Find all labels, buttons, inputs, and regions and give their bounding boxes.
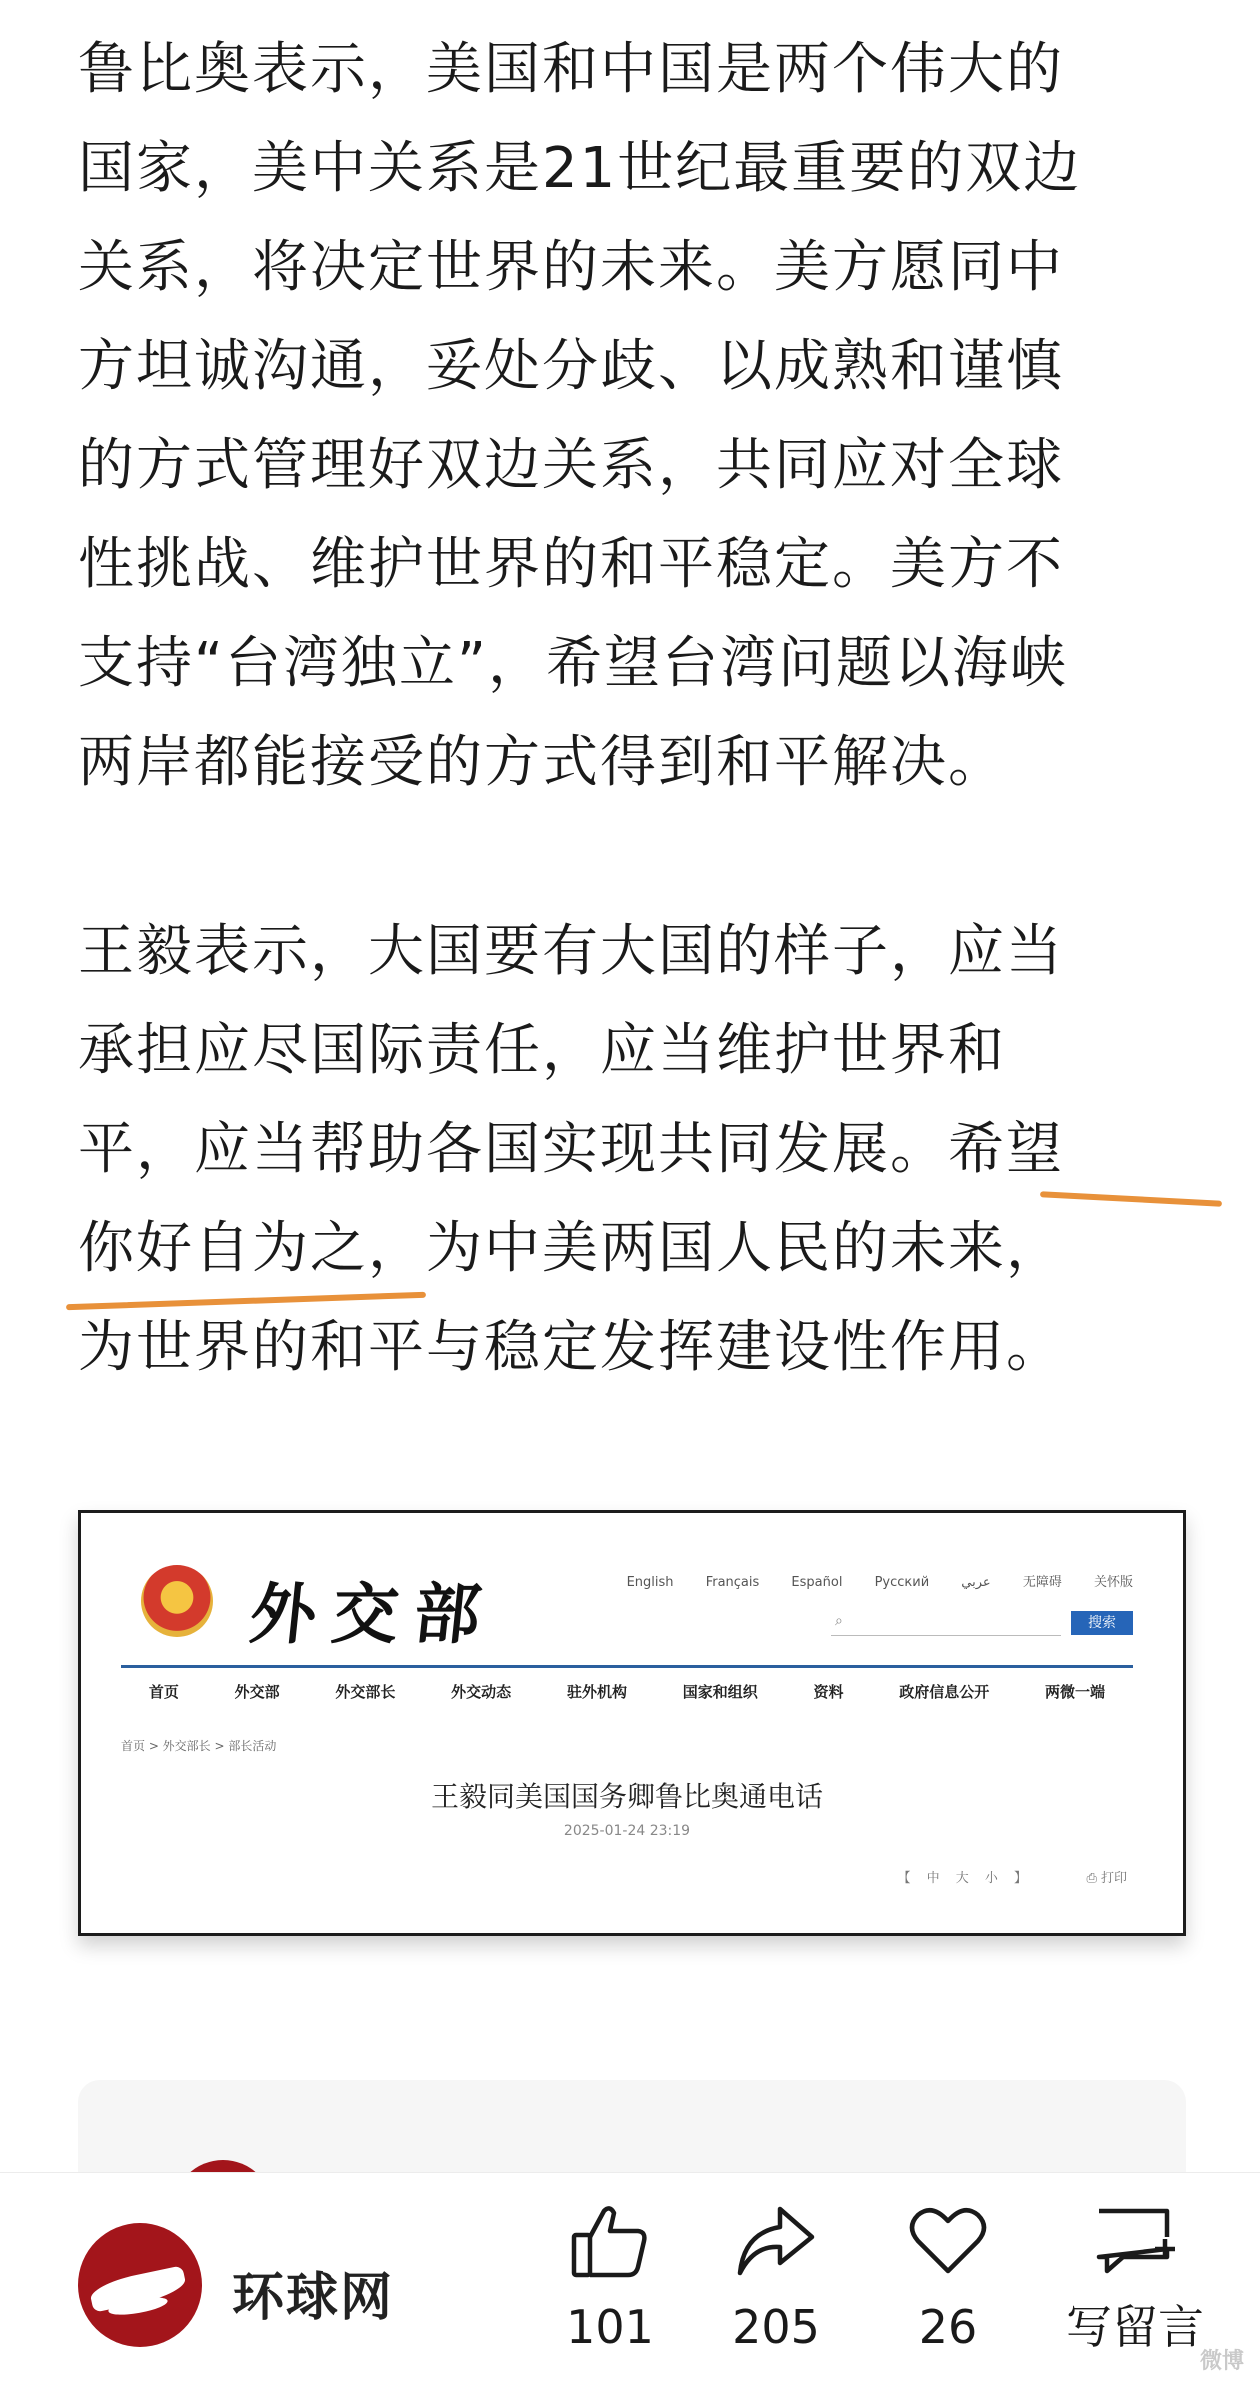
nav-divider — [121, 1665, 1133, 1668]
share-count: 205 — [732, 2300, 820, 2354]
text-line: 王毅表示，大国要有大国的样子，应当 — [78, 919, 1064, 984]
menu-item: 首页 — [148, 1683, 179, 1701]
text-line: 为世界的和平与稳定发挥建设性作用。 — [78, 1315, 1064, 1380]
site-logo: 外交部 — [246, 1575, 501, 1653]
text-line: 鲁比奥表示，美国和中国是两个伟大的 — [78, 37, 1064, 102]
embedded-screenshot[interactable] — [78, 1510, 1186, 1936]
print-link — [1086, 1867, 1127, 1886]
article-date: 2025-01-24 23:19 — [563, 1823, 691, 1839]
favorite-count: 26 — [918, 2300, 978, 2354]
breadcrumb: 首页 > 外交部长 > 部长活动 — [121, 1739, 277, 1753]
menu-item: 外交部长 — [335, 1683, 396, 1701]
like-button[interactable] — [540, 2203, 680, 2355]
text-line: 支持“台湾独立”，希望台湾问题以海峡 — [78, 631, 1069, 696]
heart-icon — [908, 2203, 988, 2279]
text-line: 关系，将决定世界的未来。美方愿同中 — [78, 235, 1064, 300]
menu-item: 外交动态 — [451, 1683, 512, 1701]
print-label: 打印 — [1100, 1871, 1127, 1886]
text-line: 两岸都能接受的方式得到和平解决。 — [78, 730, 1006, 795]
comment-button[interactable] — [1050, 2203, 1220, 2355]
search-field — [831, 1611, 1061, 1636]
watermark: 微博 — [1199, 2349, 1244, 2374]
site-menu — [121, 1681, 1133, 1703]
comment-label: 写留言 — [1066, 2300, 1204, 2354]
text-line: 平，应当帮助各国实现共同发展。希望 — [78, 1117, 1064, 1182]
text-line: 的方式管理好双边关系，共同应对全球 — [78, 433, 1064, 498]
share-arrow-icon — [736, 2203, 816, 2279]
national-emblem-icon — [141, 1565, 213, 1637]
article-paragraph-2 — [78, 902, 1188, 1397]
menu-item: 资料 — [813, 1683, 844, 1701]
font-size-controls: 【 中 大 小 】 — [897, 1871, 1033, 1886]
text-line: 国家，美中关系是21世纪最重要的双边 — [78, 136, 1082, 201]
search-icon: ⌕ — [835, 1613, 843, 1629]
lang-link: Русский — [874, 1575, 930, 1590]
brand-name[interactable]: 环球网 — [232, 2268, 395, 2328]
menu-item: 国家和组织 — [682, 1683, 758, 1701]
menu-item: 驻外机构 — [566, 1683, 627, 1701]
comment-add-icon — [1093, 2203, 1177, 2279]
lang-link: عربي — [961, 1575, 991, 1590]
brand-logo[interactable] — [78, 2223, 202, 2347]
lang-link: 关怀版 — [1093, 1575, 1133, 1590]
menu-item: 两微一端 — [1045, 1683, 1106, 1701]
lang-link: Español — [791, 1575, 843, 1590]
text-line: 你好自为之，为中美两国人民的未来， — [78, 1216, 1064, 1281]
article-paragraph-1 — [78, 20, 1188, 812]
text-line: 性挑战、维护世界的和平稳定。美方不 — [78, 532, 1064, 597]
printer-icon: ⎙ — [1086, 1871, 1101, 1886]
bottom-action-bar — [0, 2172, 1260, 2389]
text-line: 方坦诚沟通，妥处分歧、以成熟和谨慎 — [78, 334, 1064, 399]
menu-item: 政府信息公开 — [899, 1683, 990, 1701]
thumbs-up-icon — [570, 2203, 650, 2279]
article-title: 王毅同美国国务卿鲁比奥通电话 — [430, 1780, 823, 1813]
menu-item: 外交部 — [234, 1683, 280, 1701]
share-button[interactable] — [706, 2203, 846, 2355]
like-count: 101 — [566, 2300, 654, 2354]
language-links — [599, 1571, 1133, 1590]
lang-link: English — [626, 1575, 674, 1590]
lang-link: 无障碍 — [1022, 1575, 1062, 1590]
search-button: 搜索 — [1071, 1611, 1133, 1635]
text-line: 承担应尽国际责任，应当维护世界和 — [78, 1018, 1006, 1083]
lang-link: Français — [705, 1575, 760, 1590]
favorite-button[interactable] — [878, 2203, 1018, 2355]
